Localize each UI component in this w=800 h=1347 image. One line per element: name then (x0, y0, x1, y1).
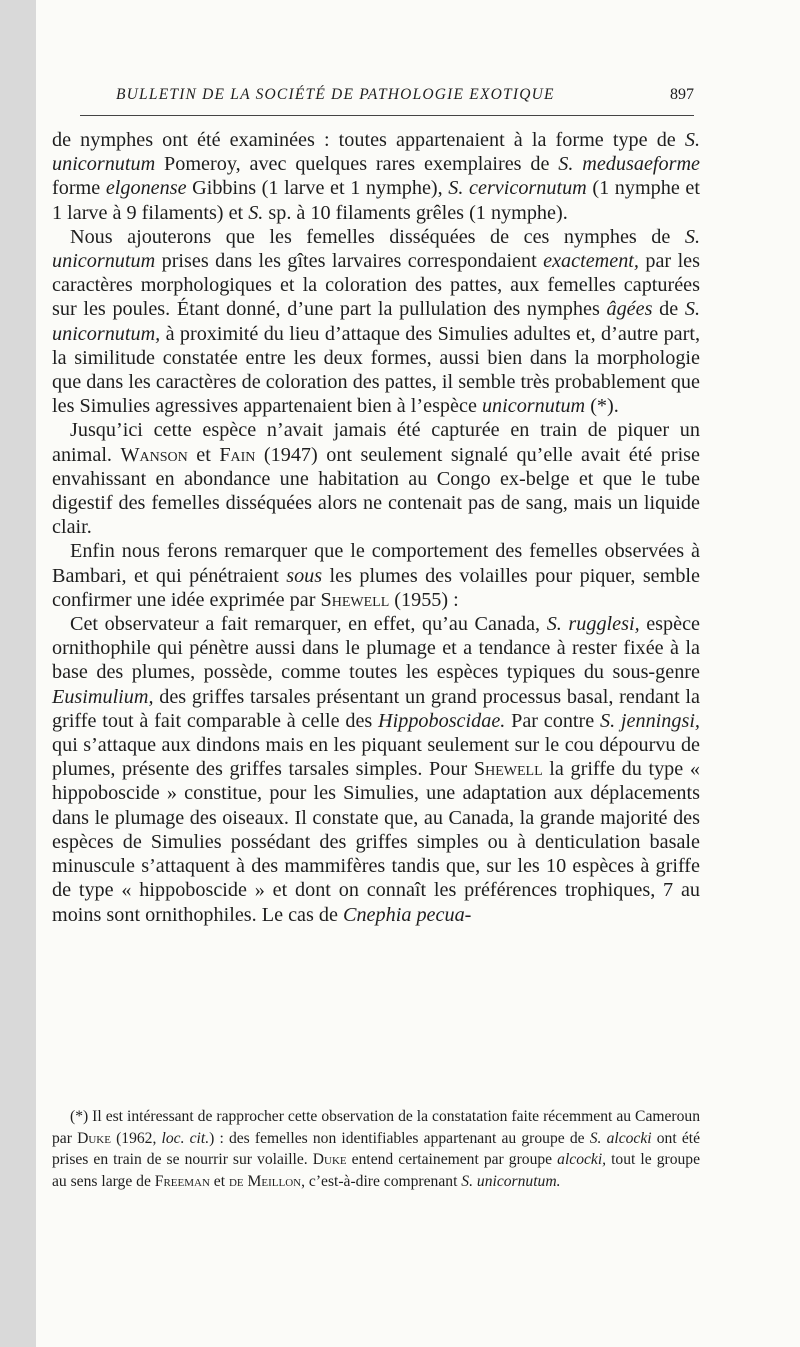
text-run: , c’est-à-dire comprenant (301, 1172, 462, 1190)
text-run: Pomeroy, avec quelques rares exemplaires de (155, 153, 559, 176)
text-run: à proximité du lieu d’attaque des Simulies adultes et, d’autre part, la similitude constatée entre les deux formes, aussi bien dans la morphologie que dans les caractères de coloration des pattes, il semble très probablement que les Simulies agressives appartenaient bien à l’espèce (52, 322, 700, 418)
author-name: Fain (219, 443, 256, 466)
text-run: Cet observateur a fait remarquer, en effet, qu’au Canada, (70, 613, 547, 636)
author-name: Shewell (473, 758, 543, 781)
italic-run: Cnephia pecua- (343, 903, 472, 926)
text-run: ont été prises en train de se nourrir sur volaille. (52, 1129, 700, 1169)
author-name: Duke (77, 1129, 111, 1147)
italic-run: elgonense (105, 177, 187, 200)
text-run: (1955) : (389, 588, 459, 611)
italic-run: S. unicornutum (52, 129, 700, 176)
italic-run: S. unicornutum, (52, 298, 701, 345)
text-run: de nymphes ont été examinées : toutes appartenaient à la forme type de (52, 129, 685, 151)
text-run: (1947) ont seulement signalé qu’elle avait été prise envahissant en abondance une habitation au Congo ex-belge et que le tube digestif des femelles disséquées alors ne contenait pas de sang, mais un liquide clair. (52, 443, 700, 539)
text-run: tout le groupe au sens large de (52, 1151, 700, 1190)
italic-run: unicornutum (481, 395, 586, 418)
text-run: et (209, 1172, 229, 1190)
italic-run: loc. cit. (161, 1129, 210, 1147)
footnote (52, 1106, 700, 1192)
text-run: par les caractères morphologiques et la coloration des pattes, aux femelles capturées sur les poules. Étant donné, d’une part la pullulation des nymphes (52, 250, 700, 321)
text-run: prises dans les gîtes larvaires correspondaient (155, 250, 544, 273)
text-run: (*) Il est intéressant de rapprocher cette observation de la constatation faite récemment au Cameroun par (52, 1108, 700, 1147)
italic-run: S. (248, 201, 264, 224)
text-run: Nous ajouterons que les femelles disséquées de ces nymphes de (70, 225, 685, 248)
italic-run: S. unicornutum. (461, 1172, 561, 1190)
italic-run: âgées (606, 298, 653, 321)
text-run: qui s’attaque aux dindons mais en les piquant seulement sur le cou dépourvu de plumes, présente des griffes tarsales simples. Pour (52, 734, 700, 781)
author-name: Duke (312, 1151, 347, 1169)
running-head: BULLETIN DE LA SOCIÉTÉ DE PATHOLOGIE EXOTIQUE (116, 86, 555, 103)
italic-run: S. unicornutum (52, 225, 700, 273)
text-run: les plumes des volailles pour piquer, semble confirmer une idée exprimée par (52, 564, 700, 611)
italic-run: S. jenningsi, (600, 709, 700, 732)
body-paragraph (52, 539, 700, 612)
text-run: de (652, 298, 685, 321)
body-text (52, 128, 700, 927)
author-name: Wanson (120, 443, 188, 466)
text-run: Par contre (505, 709, 600, 732)
text-run: espèce ornithophile qui pénètre aussi dans le plumage et a tendance à rester fixée à la base des plumes, possède, comme toutes les espèces typiques du sous-genre (52, 613, 700, 684)
footnote-paragraph (52, 1106, 700, 1192)
text-run: entend certainement par groupe (346, 1151, 558, 1169)
body-paragraph (52, 418, 700, 539)
italic-run: Eusimulium, (52, 685, 154, 708)
text-run: (*). (585, 395, 619, 418)
italic-run: alcocki, (557, 1151, 607, 1169)
text-run: forme (52, 177, 106, 200)
author-name: de Meillon (228, 1172, 302, 1190)
body-paragraph (52, 225, 700, 419)
text-run: Jusqu’ici cette espèce n’avait jamais été capturée en train de piquer un animal. (52, 419, 700, 466)
text-run: ) : des femelles non identifiables appartenant au groupe de (209, 1129, 590, 1147)
text-run: et (187, 443, 220, 466)
text-run: Gibbins (1 larve et 1 nymphe), (186, 177, 449, 200)
page-number: 897 (670, 86, 694, 103)
italic-run: exactement, (543, 250, 639, 273)
italic-run: S. medusaeforme (558, 153, 701, 176)
page-header (80, 86, 694, 104)
text-run: (1962, (110, 1129, 162, 1147)
text-run: (1 nymphe et 1 larve à 9 filaments) et (52, 177, 700, 224)
author-name: Freeman (154, 1172, 210, 1190)
body-paragraph (52, 128, 700, 225)
text-run: sp. à 10 filaments grêles (1 nymphe). (263, 201, 568, 224)
header-rule (80, 115, 694, 116)
body-paragraph (52, 612, 700, 927)
italic-run: S. rugglesi, (546, 613, 640, 636)
italic-run: sous (286, 564, 323, 587)
document-page (36, 0, 800, 1347)
italic-run: S. cervicornutum (448, 177, 587, 200)
italic-run: Hippoboscidae. (378, 709, 506, 732)
text-run: des griffes tarsales présentant un grand processus basal, rendant la griffe tout à fait comparable à celle des (52, 685, 700, 732)
italic-run: S. alcocki (589, 1129, 652, 1147)
text-run: Enfin nous ferons remarquer que le comportement des femelles observées à Bambari, et qui pénétraient (52, 540, 700, 587)
text-run: la griffe du type « hippoboscide » constitue, pour les Simulies, une adaptation aux déplacements dans le plumage des oiseaux. Il constate que, au Canada, la grande majorité des espèces de Simulies possédant des griffes simples ou à denticulation basale minuscule s’attaquent à des mammifères tandis que, sur les 10 espèces à griffe de type « hippoboscide » et dont on connaît les préférences trophiques, 7 au moins sont ornithophiles. Le cas de (52, 758, 700, 926)
author-name: Shewell (320, 588, 390, 611)
